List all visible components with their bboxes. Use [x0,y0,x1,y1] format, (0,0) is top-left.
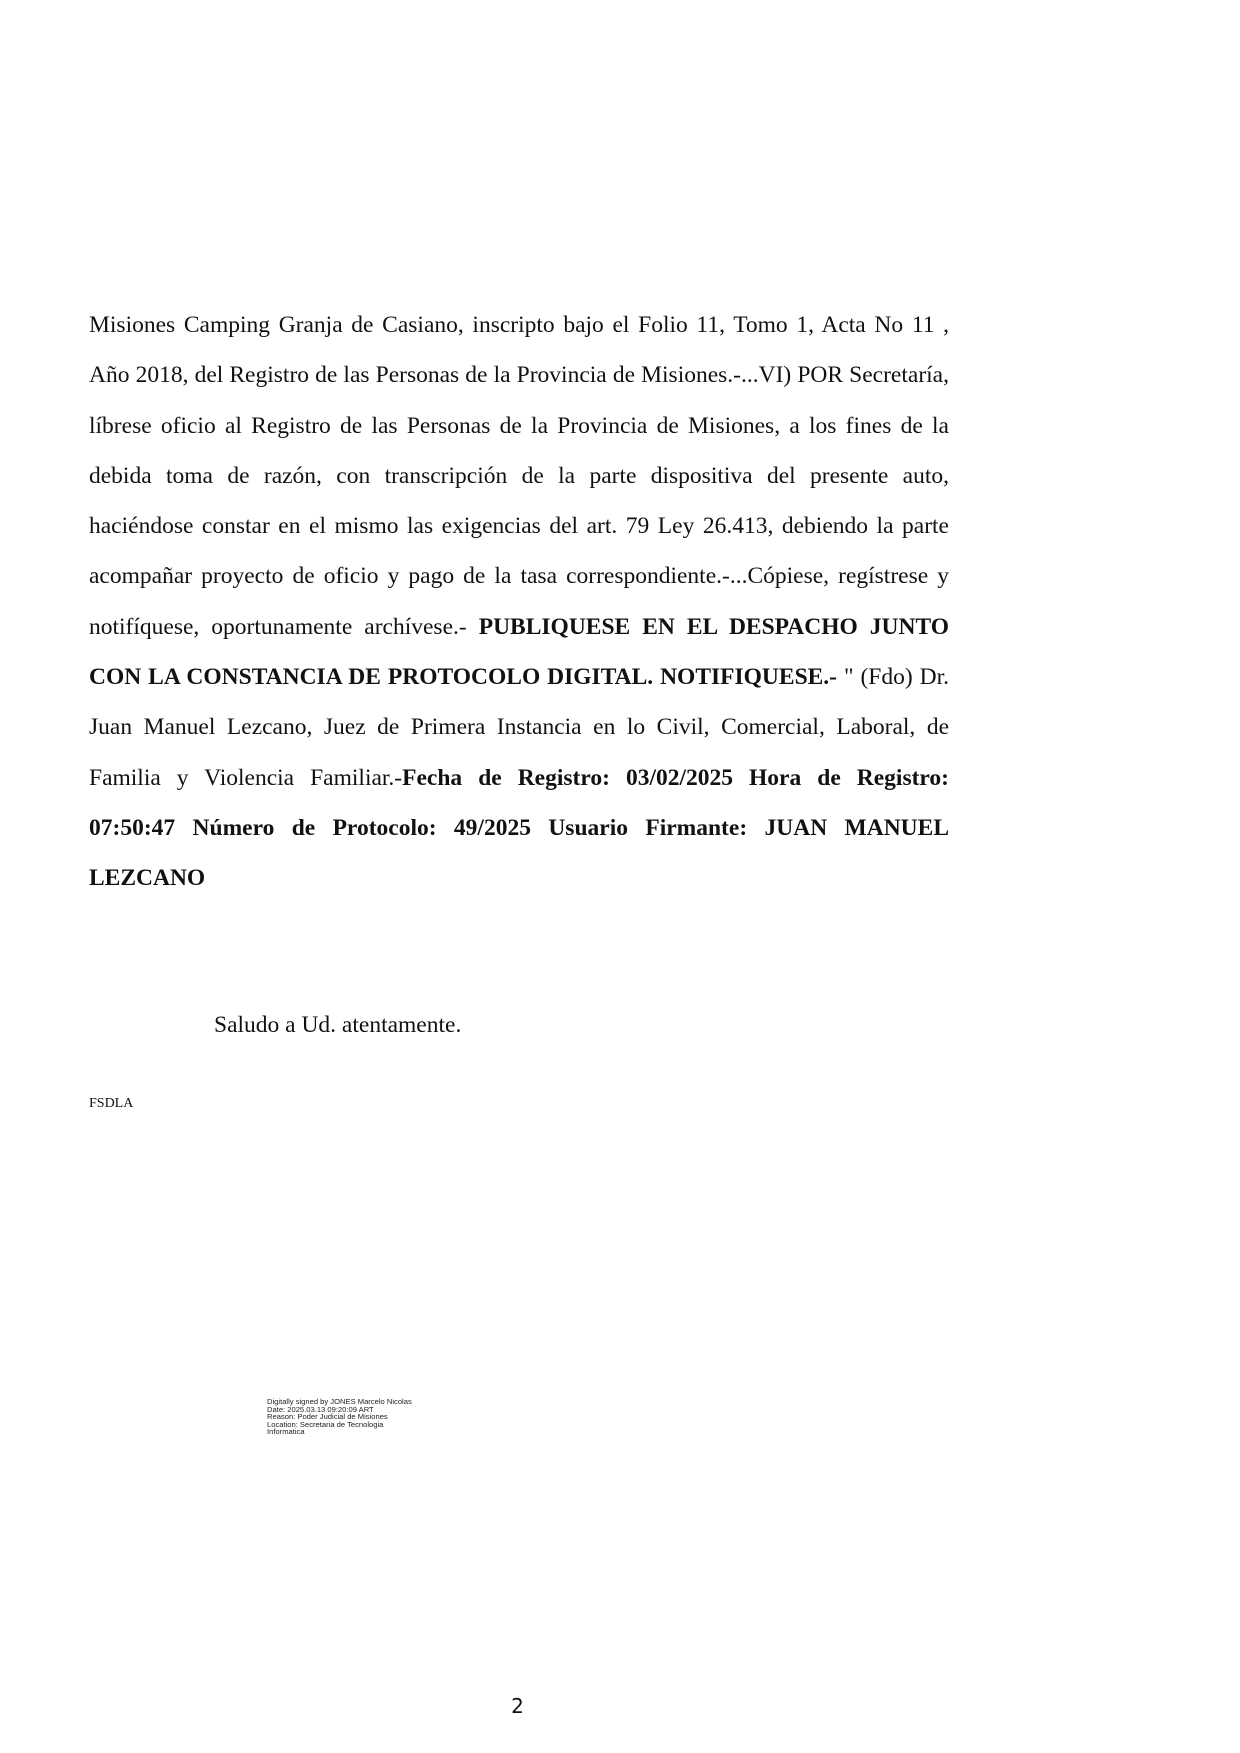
signature-line: Date: 2025.03.13 09:20:09 ART [267,1404,374,1414]
body-paragraph [89,300,949,904]
paragraph-run-bold: Fecha de Registro: 03/02/2025 Hora de Registro: 07:50:47 Número de Protocolo: 49/2025 Usuario Firmante: JUAN MANUEL LEZCANO [89,764,949,892]
signature-line: Reason: Poder Judicial de Misiones [267,1412,388,1422]
paragraph-run: Misiones Camping Granja de Casiano, inscripto bajo el Folio 11, Tomo 1, Acta No 11 , Año 2018, del Registro de las Personas de la Provincia de Misiones.-...VI) POR Secretaría, líbrese oficio al Registro de las Personas de la Provincia de Misiones, a los fines de la debida toma de razón, con transcripción de la parte dispositiva del presente auto, haciéndose constar en el mismo las exigencias del art. 79 Ley 26.413, debiendo la parte acompañar proyecto de oficio y pago de la tasa correspondiente.-...Cópiese, regístrese y notifíquese, oportunamente archívese.- [89,312,949,640]
digital-signature-stamp [267,1398,467,1436]
paragraph-run-bold: PUBLIQUESE EN EL DESPACHO JUNTO CON LA CONSTANCIA DE PROTOCOLO DIGITAL. NOTIFIQUESE.- [89,613,950,691]
signature-line: Informatica [267,1427,305,1437]
page-number: 2 [511,1694,524,1718]
author-initials: FSDLA [89,1096,134,1111]
signature-line: Digitally signed by JONES Marcelo Nicolas [267,1397,412,1406]
signature-line: Location: Secretaria de Tecnologia [267,1419,384,1429]
paragraph-run: " (Fdo) Dr. Juan Manuel Lezcano, Juez de Primera Instancia en lo Civil, Comercial, Laboral, de Familia y Violencia Familiar.- [89,664,949,791]
closing-salutation: Saludo a Ud. atentamente. [214,1012,462,1038]
